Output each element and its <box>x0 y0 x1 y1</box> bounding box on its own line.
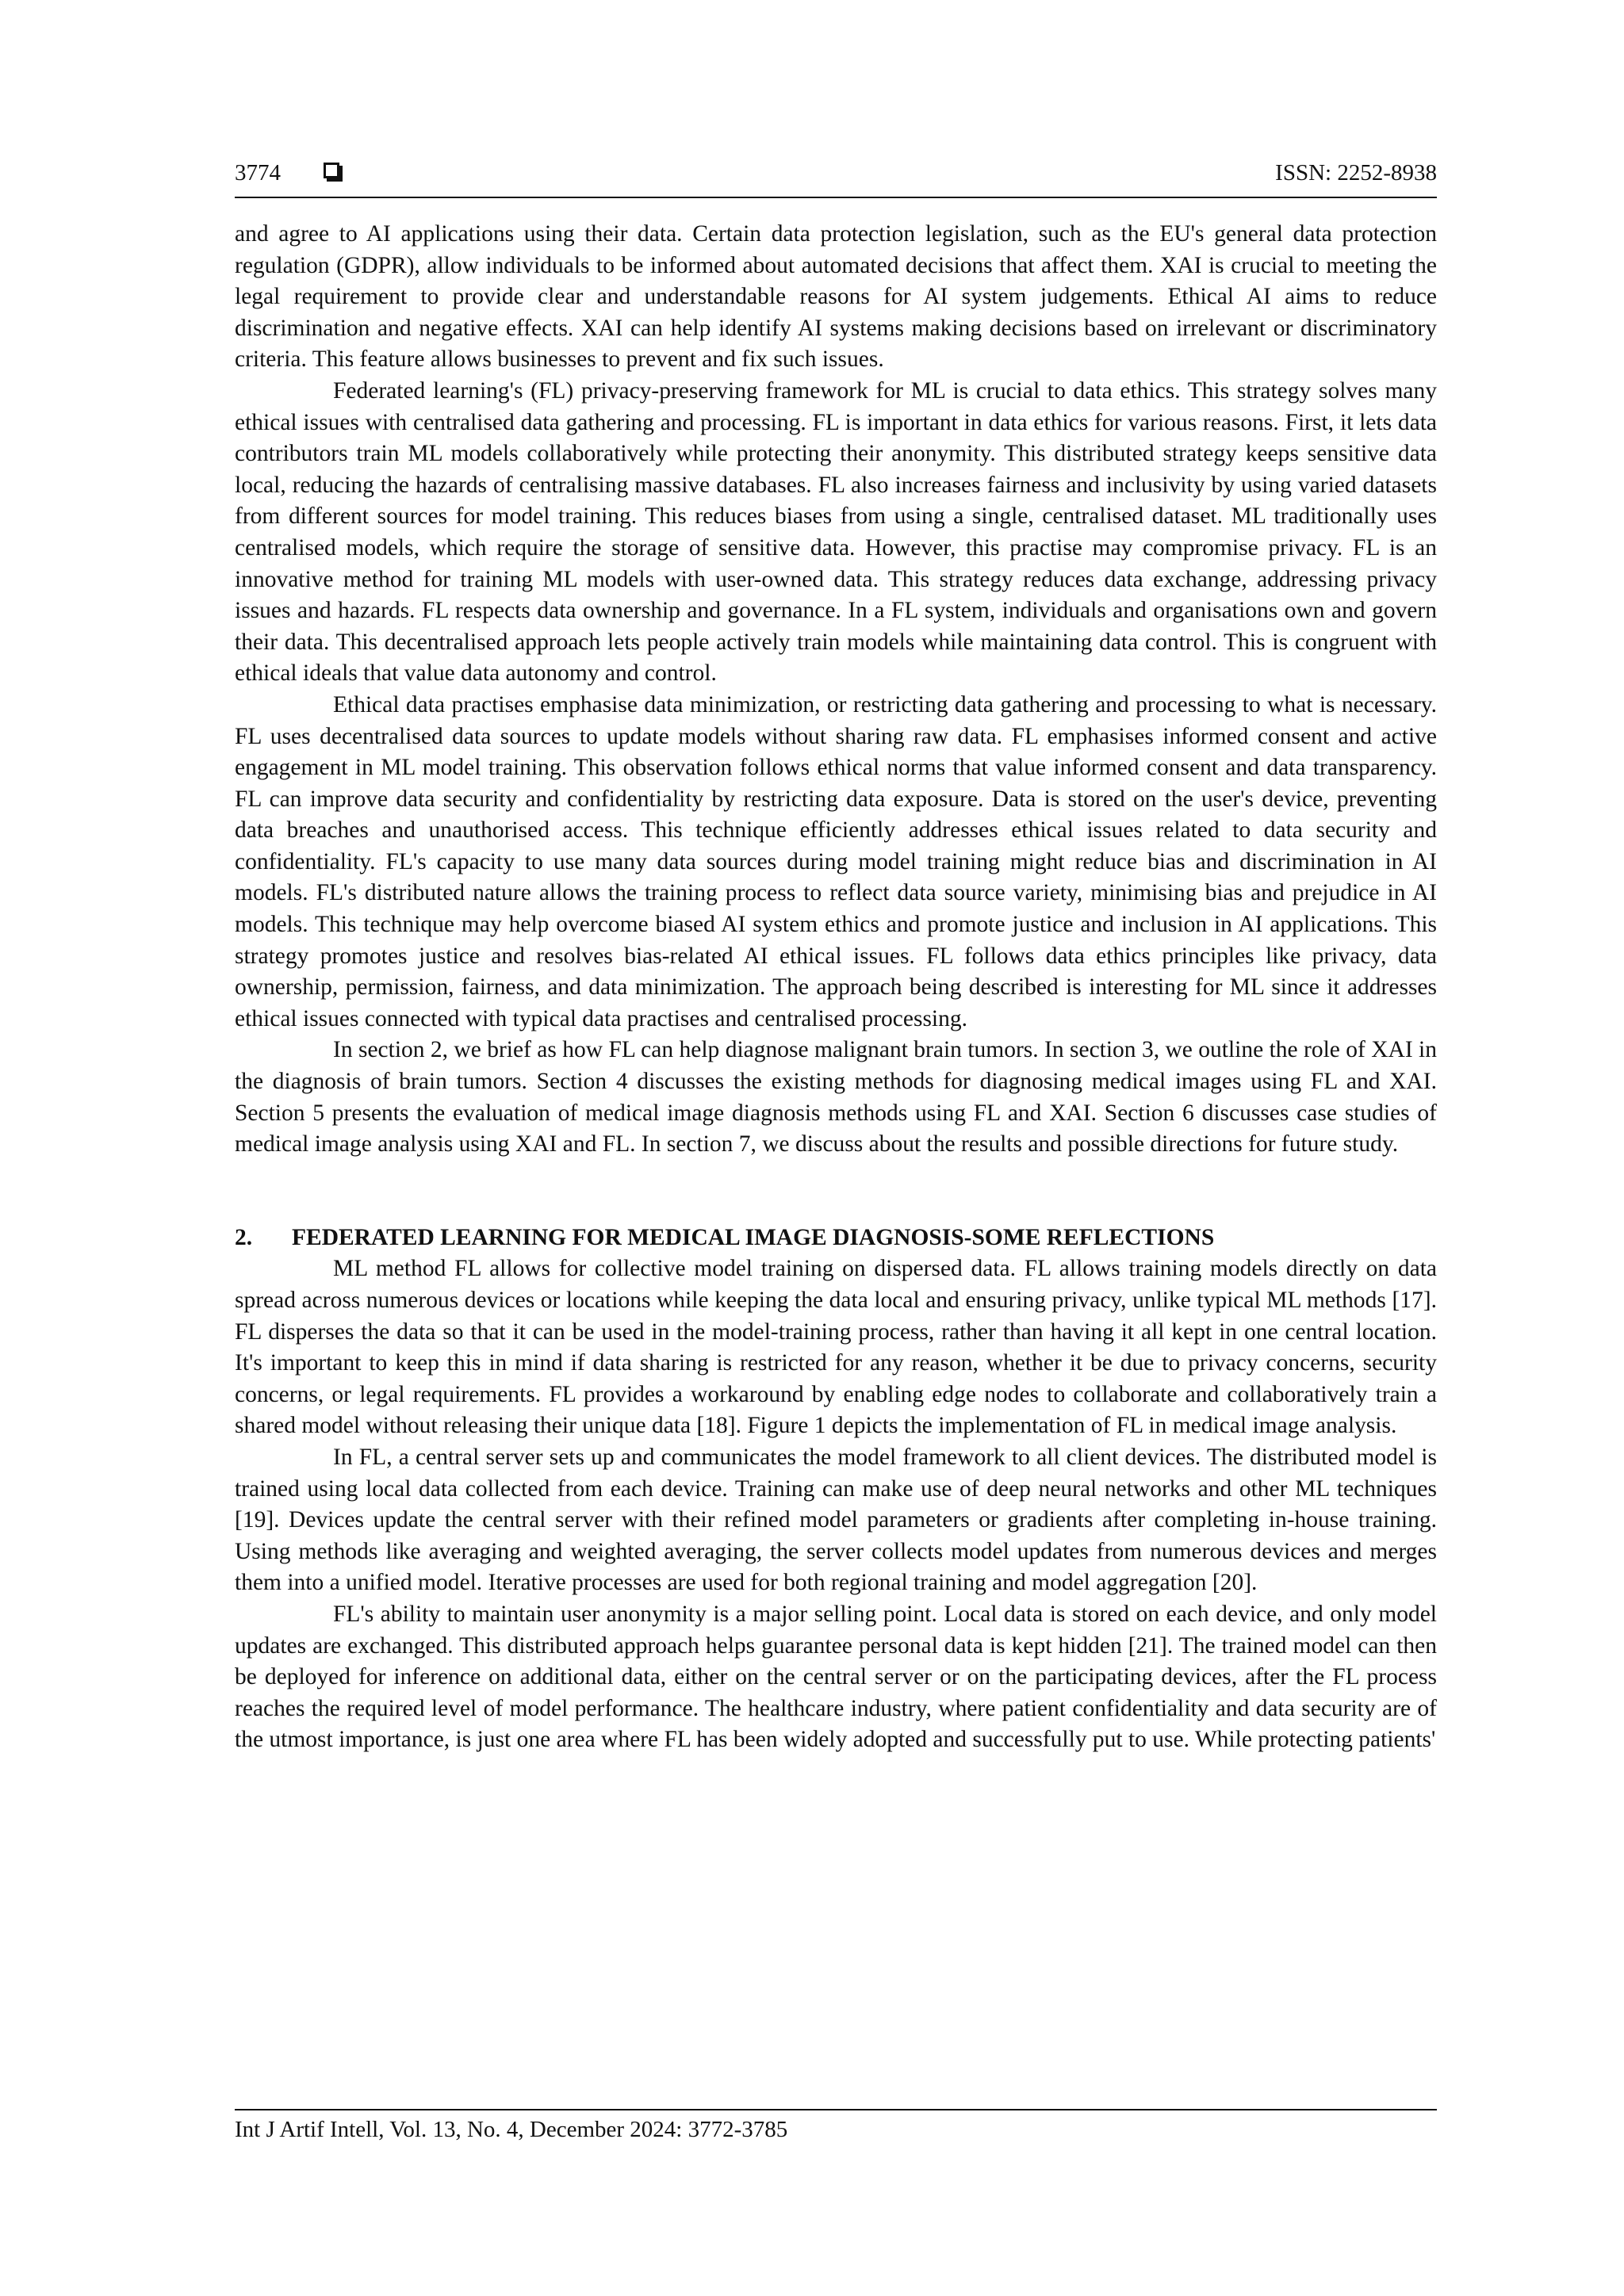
section-paragraph-1: ML method FL allows for collective model training on dispersed data. FL allows training models directly on data spread across numerous devices or locations while keeping the data local and ensuring privacy, unlike typical ML methods [17]. FL disperses the data so that it can be used in the model-training process, rather than having it all kept in one central location. It's important to keep this in mind if data sharing is restricted for any reason, whether it be due to privacy concerns, security concerns, or legal requirements. FL provides a workaround by enabling edge nodes to collaborate and collaboratively train a shared model without releasing their unique data [18]. Figure 1 depicts the implementation of FL in medical image analysis. <box>235 1256 1437 1439</box>
paragraph-4: In section 2, we brief as how FL can help diagnose malignant brain tumors. In section 3, we outline the role of XAI in the diagnosis of brain tumors. Section 4 discusses the existing methods for diagnosing medical images using FL and XAI. Section 5 presents the evaluation of medical image diagnosis methods using FL and XAI. Section 6 discusses case studies of medical image analysis using XAI and FL. In section 7, we discuss about the results and possible directions for future study. <box>235 1037 1437 1158</box>
page-number: 3774 <box>235 160 281 186</box>
section-paragraph-2: In FL, a central server sets up and communicates the model framework to all client devices. The distributed model is trained using local data collected from each device. Training can make use of deep neural networks and other ML techniques [19]. Devices update the central server with their refined model parameters or gradients after completing in-house training. Using methods like averaging and weighted averaging, the server collects model updates from numerous devices and merges them into a unified model. Iterative processes are used for both regional training and model aggregation [20]. <box>235 1444 1437 1596</box>
body-text <box>235 219 1437 1756</box>
section-paragraph-3: FL's ability to maintain user anonymity is a major selling point. Local data is stored on each device, and only model updates are exchanged. This distributed approach helps guarantee personal data is kept hidden [21]. The trained model can then be deployed for inference on additional data, either on the central server or on the participating devices, after the FL process reaches the required level of model performance. The healthcare industry, where patient confidentiality and data security are of the utmost importance, is just one area where FL has been widely adopted and successfully put to use. While protecting patients' <box>235 1601 1437 1753</box>
header-rule <box>235 197 1437 198</box>
issn: ISSN: 2252-8938 <box>1275 160 1437 186</box>
section-title: FEDERATED LEARNING FOR MEDICAL IMAGE DIAGNOSIS-SOME REFLECTIONS <box>292 1224 1215 1250</box>
footer-citation: Int J Artif Intell, Vol. 13, No. 4, December 2024: 3772-3785 <box>235 2117 788 2142</box>
box-icon <box>324 163 339 178</box>
section-heading <box>235 1223 1437 1254</box>
paragraph-2: Federated learning's (FL) privacy-preserving framework for ML is crucial to data ethics. This strategy solves many ethical issues with centralised data gathering and processing. FL is important in data ethics for various reasons. First, it lets data contributors train ML models collaboratively while protecting their anonymity. This distributed strategy keeps sensitive data local, reducing the hazards of centralising massive databases. FL also increases fairness and inclusivity by using varied datasets from different sources for model training. This reduces biases from using a single, centralised dataset. ML traditionally uses centralised models, which require the storage of sensitive data. However, this practise may compromise privacy. FL is an innovative method for training ML models with user-owned data. This strategy reduces data exchange, addressing privacy issues and hazards. FL respects data ownership and governance. In a FL system, individuals and organisations own and govern their data. This decentralised approach lets people actively train models while maintaining data control. This is congruent with ethical ideals that value data autonomy and control. <box>235 377 1437 687</box>
footer-rule <box>235 2109 1437 2110</box>
running-header <box>235 155 1437 190</box>
paragraph-1: and agree to AI applications using their data. Certain data protection legislation, such as the EU's general data protection regulation (GDPR), allow individuals to be informed about automated decisions that affect them. XAI is crucial to meeting the legal requirement to provide clear and understandable reasons for AI system judgements. Ethical AI aims to reduce discrimination and negative effects. XAI can help identify AI systems making decisions based on irrelevant or discriminatory criteria. This feature allows businesses to prevent and fix such issues. <box>235 221 1437 373</box>
section-number: 2. <box>235 1224 253 1250</box>
paragraph-3: Ethical data practises emphasise data minimization, or restricting data gathering and processing to what is necessary. FL uses decentralised data sources to update models without sharing raw data. FL emphasises informed consent and active engagement in ML model training. This observation follows ethical norms that value informed consent and data transparency. FL can improve data security and confidentiality by restricting data exposure. Data is stored on the user's device, preventing data breaches and unauthorised access. This technique efficiently addresses ethical issues related to data security and confidentiality. FL's capacity to use many data sources during model training might reduce bias and discrimination in AI models. FL's distributed nature allows the training process to reflect data source variety, minimising bias and prejudice in AI models. This technique may help overcome biased AI system ethics and promote justice and inclusion in AI applications. This strategy promotes justice and resolves bias-related AI ethical issues. FL follows data ethics principles like privacy, data ownership, permission, fairness, and data minimization. The approach being described is interesting for ML since it addresses ethical issues connected with typical data practises and centralised processing. <box>235 691 1437 1031</box>
